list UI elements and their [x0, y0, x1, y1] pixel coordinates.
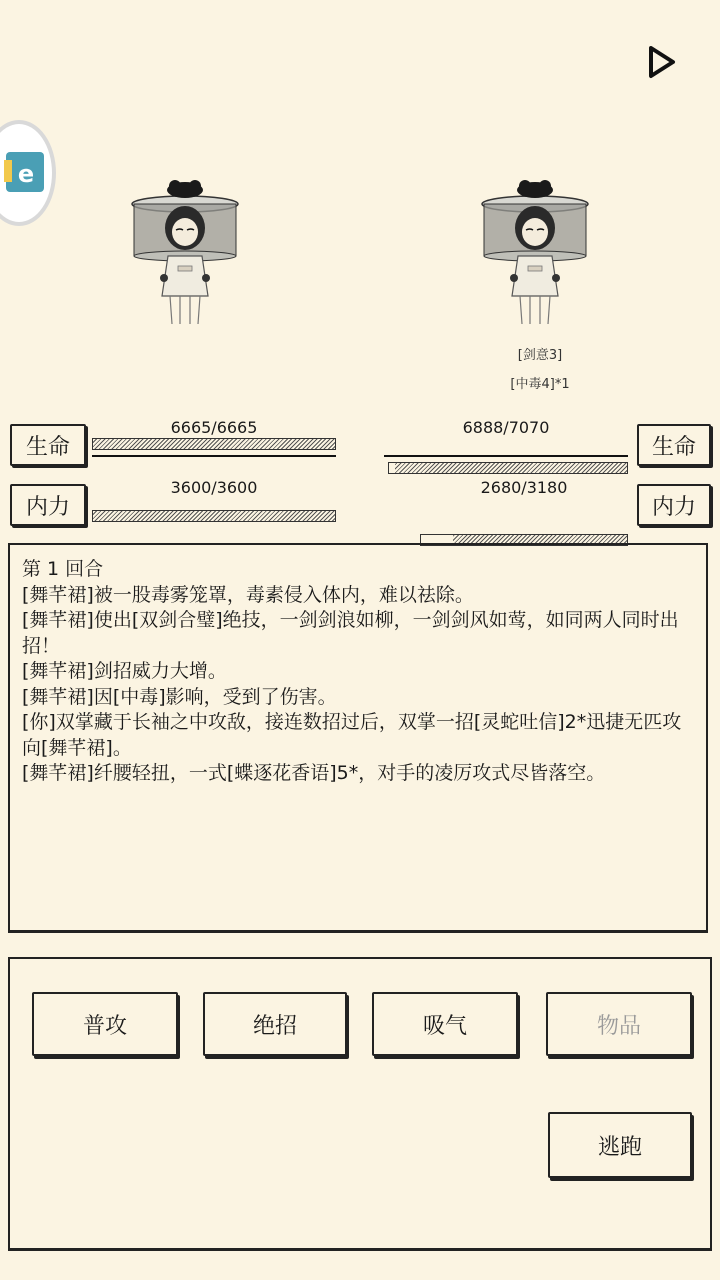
floating-app-icon — [0, 124, 52, 222]
enemy-mp-label: 内力 — [637, 484, 711, 526]
log-line: [舞芊裙]使出[双剑合璧]绝技，一剑剑浪如柳，一剑剑风如莺，如同两人同时出招！ — [22, 609, 679, 657]
svg-text:e: e — [17, 160, 35, 188]
floating-app-button[interactable] — [0, 120, 56, 226]
ultimate-skill-button[interactable]: 绝招 — [203, 992, 347, 1056]
bar-empty-portion — [389, 463, 395, 473]
enemy-mp-value: 2680/3180 — [480, 478, 568, 497]
enemy-status-poison: [中毒4]*1 — [510, 377, 570, 392]
player-mp-value: 3600/3600 — [170, 478, 258, 497]
log-line: [舞芊裙]纤腰轻扭，一式[蝶逐花香语]5*，对手的凌厉攻式尽皆落空。 — [22, 762, 606, 784]
play-button[interactable] — [640, 40, 684, 84]
enemy-hp-bar — [388, 462, 628, 474]
battle-log[interactable] — [8, 543, 708, 933]
enemy-character — [480, 178, 590, 328]
enemy-hp-value: 6888/7070 — [462, 418, 550, 437]
player-mp-label: 内力 — [10, 484, 86, 526]
player-mp-bar — [92, 510, 336, 522]
enemy-status-sword-intent: [剑意3] — [517, 348, 563, 363]
log-line: [舞芊裙]被一股毒雾笼罩，毒素侵入体内，难以祛除。 — [22, 583, 474, 606]
player-hp-label: 生命 — [10, 424, 86, 466]
breathe-button[interactable]: 吸气 — [372, 992, 518, 1056]
log-line: [舞芊裙]因[中毒]影响，受到了伤害。 — [22, 685, 337, 708]
flee-button[interactable]: 逃跑 — [548, 1112, 692, 1178]
log-round-header: 第 1 回合 — [22, 558, 104, 580]
play-icon — [647, 45, 677, 79]
log-line: [你]双掌藏于长袖之中攻敌，接连数招过后，双掌一招[灵蛇吐信]2*迅捷无匹攻向[舞芊裙]。 — [22, 711, 682, 759]
player-character — [130, 178, 240, 328]
normal-attack-button[interactable]: 普攻 — [32, 992, 178, 1056]
item-button[interactable]: 物品 — [546, 992, 692, 1056]
player-hp-value: 6665/6665 — [170, 418, 258, 437]
enemy-hp-label: 生命 — [637, 424, 711, 466]
player-hp-bar-underline — [92, 455, 336, 457]
player-hp-bar — [92, 438, 336, 450]
enemy-hp-bar-underline — [384, 455, 628, 457]
log-line: [舞芊裙]剑招威力大增。 — [22, 660, 227, 682]
